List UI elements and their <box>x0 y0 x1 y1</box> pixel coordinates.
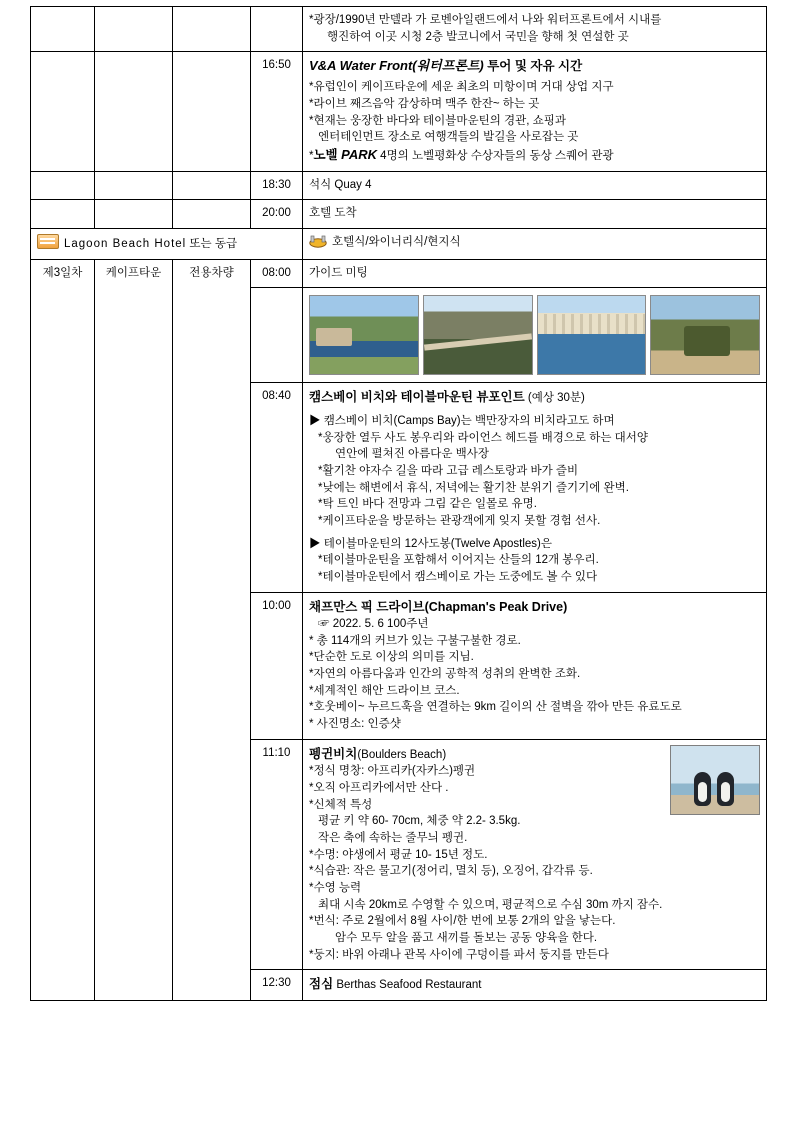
description-cell: 석식 Quay 4 <box>303 171 767 200</box>
transport-cell <box>173 171 251 200</box>
waterfront-en: V&A Water Front <box>309 58 413 74</box>
desc-line: *신체적 특성 <box>309 798 373 811</box>
desc-line: *세계적인 해안 드라이브 코스. <box>309 684 460 697</box>
nobel-rest: 4명의 노벨평화상 수상자들의 동상 스퀘어 관광 <box>376 149 614 162</box>
desc-line: *호웃베이~ 누르드훅을 연결하는 9km 길이의 산 절벽을 깎아 만든 유료도로 <box>309 701 682 714</box>
desc-line: *테이블마운틴에서 캠스베이로 가는 도중에도 볼 수 있다 <box>318 571 598 584</box>
time-cell: 10:00 <box>251 592 303 739</box>
time-cell: 08:40 <box>251 383 303 592</box>
day-cell <box>31 171 95 200</box>
desc-line: *탁 트인 바다 전망과 그림 같은 일몰로 유명. <box>318 498 537 511</box>
time-cell: 18:30 <box>251 171 303 200</box>
meals-cell <box>303 229 767 260</box>
city-cell: 케이프타운 <box>95 259 173 1000</box>
table-row <box>31 7 767 52</box>
desc-line: 작은 축에 속하는 줄무늬 펭귄. <box>318 831 468 844</box>
table-row <box>31 52 767 171</box>
hotel-cell <box>31 229 303 260</box>
bullet-head: ▶ 캠스베이 비치(Camps Bay)는 백만장자의 비치라고도 하며 <box>309 415 615 428</box>
time-cell <box>251 288 303 383</box>
penguin-right-shape <box>717 772 734 806</box>
desc-line: *라이브 째즈음악 감상하며 맥주 한잔~ 하는 곳 <box>309 97 540 110</box>
lunch-line <box>309 975 760 994</box>
time-cell <box>251 7 303 52</box>
hotel-row <box>31 229 767 260</box>
description-cell <box>303 52 767 171</box>
photo-strip <box>309 293 760 376</box>
desc-line: *단순한 도로 이상의 의미를 지님. <box>309 651 474 664</box>
time-cell: 11:10 <box>251 739 303 970</box>
activity-title <box>309 57 760 76</box>
african-penguins-photo <box>670 745 760 815</box>
desc-line: *둥지: 바위 아래나 관목 사이에 구덩이를 파서 둥지를 만든다 <box>309 948 609 961</box>
day-cell: 제3일차 <box>31 259 95 1000</box>
time-cell: 16:50 <box>251 52 303 171</box>
desc-line: *오직 아프리카에서만 산다 . <box>309 781 449 794</box>
city-cell <box>95 7 173 52</box>
transport-cell <box>173 7 251 52</box>
desc-line: 엔터테인먼트 장소로 여행객들의 발길을 사로잡는 곳 <box>318 131 579 144</box>
nobel-star: * <box>309 149 314 162</box>
chapmans-peak-road-photo <box>423 295 533 375</box>
camps-title-note: (예상 30분) <box>524 392 585 405</box>
description-cell <box>303 592 767 739</box>
nobel-ko: 노벨 <box>313 147 342 162</box>
meals-text: 호텔식/와이너리식/현지식 <box>332 236 461 249</box>
desc-line: 암수 모두 알을 품고 새끼를 돌보는 공동 양육을 한다. <box>335 932 598 945</box>
desc-line: *낮에는 해변에서 휴식, 저녁에는 활기찬 분위기 즐기기에 완벽. <box>318 481 629 494</box>
chapman-anniversary: ☞ 2022. 5. 6 100주년 <box>318 617 429 630</box>
description-cell: 가이드 미팅 <box>303 259 767 288</box>
table-row <box>31 259 767 288</box>
cape-point-signpost-photo <box>650 295 760 375</box>
desc-line: 행진하여 이곳 시청 2층 발코니에서 국민을 향해 첫 연설한 곳 <box>327 30 629 43</box>
waterfront-ko: (워터프론트) <box>412 58 484 74</box>
description-cell <box>303 739 767 970</box>
day-cell <box>31 200 95 229</box>
table-row <box>31 171 767 200</box>
city-cell <box>95 200 173 229</box>
nobel-park: PARK <box>341 146 377 162</box>
hotel-suffix: 또는 동급 <box>189 238 238 251</box>
description-cell <box>303 383 767 592</box>
desc-line: *자연의 아름다움과 인간의 공학적 성취의 완벽한 조화. <box>309 667 581 680</box>
bed-icon <box>37 234 59 249</box>
desc-line: *테이블마운틴을 포함해서 이어지는 산들의 12개 봉우리. <box>318 554 599 567</box>
waterfront-suffix: 투어 및 자유 시간 <box>483 59 583 74</box>
camps-title: 캠스베이 비치와 테이블마운틴 뷰포인트 <box>309 390 525 405</box>
desc-line: *현재는 웅장한 바다와 테이블마운틴의 경관, 쇼핑과 <box>309 114 566 127</box>
desc-line: * 총 114개의 커브가 있는 구불구불한 경로. <box>309 634 521 647</box>
lunch-restaurant: Berthas Seafood Restaurant <box>333 979 482 992</box>
desc-line: *활기찬 야자수 길을 따라 고급 레스토랑과 바가 즐비 <box>318 465 579 478</box>
penguin-title-ko: 펭귄비치 <box>309 746 358 761</box>
desc-line: 평균 키 약 60- 70cm, 체중 약 2.2- 3.5kg. <box>318 815 521 828</box>
desc-line: *광장/1990년 만델라 가 로벤아일랜드에서 나와 워터프론트에서 시내를 <box>309 14 662 26</box>
photo-strip-cell <box>303 288 767 383</box>
desc-line: *식습관: 작은 물고기(정어리, 멸치 등), 오징어, 갑각류 등. <box>309 865 593 878</box>
description-cell <box>303 7 767 52</box>
penguin-photo-wrap <box>670 745 760 815</box>
desc-line: *수명: 야생에서 평균 10- 15년 정도. <box>309 848 488 861</box>
table-row <box>31 200 767 229</box>
transport-cell <box>173 52 251 171</box>
desc-line: *정식 명창: 아프리카(자카스)펭귄 <box>309 765 476 778</box>
boulders-beach-penguins-photo <box>537 295 647 375</box>
city-cell <box>95 52 173 171</box>
description-cell: 호텔 도착 <box>303 200 767 229</box>
day-cell <box>31 52 95 171</box>
meal-icon <box>309 234 327 248</box>
time-cell: 20:00 <box>251 200 303 229</box>
desc-line: *번식: 주로 2월에서 8월 사이/한 번에 보통 2개의 알을 낳는다. <box>309 915 616 928</box>
lunch-label: 점심 <box>309 977 334 992</box>
time-cell: 08:00 <box>251 259 303 288</box>
transport-cell: 전용차량 <box>173 259 251 1000</box>
description-cell <box>303 970 767 1001</box>
time-cell: 12:30 <box>251 970 303 1001</box>
desc-line: *케이프타운을 방문하는 관광객에게 잊지 못할 경험 선사. <box>318 515 601 528</box>
itinerary-table <box>30 6 767 1001</box>
bullet-head: ▶ 테이블마운틴의 12사도봉(Twelve Apostles)은 <box>309 537 552 550</box>
day-cell <box>31 7 95 52</box>
transport-cell <box>173 200 251 229</box>
desc-line: *웅장한 열두 사도 봉우리와 라이언스 헤드를 배경으로 하는 대서양 <box>318 431 648 444</box>
penguin-title-en: (Boulders Beach) <box>357 748 447 761</box>
hotel-name: Lagoon Beach Hotel <box>64 238 187 251</box>
chapman-title: 채프만스 픽 드라이브(Chapman's Peak Drive) <box>309 599 568 614</box>
city-cell <box>95 171 173 200</box>
desc-line: *수영 능력 <box>309 882 362 894</box>
nobel-line <box>309 146 760 165</box>
desc-line: 연안에 펼쳐진 아름다운 백사장 <box>335 448 490 461</box>
desc-line: * 사진명소: 인증샷 <box>309 717 401 730</box>
activity-title <box>309 388 760 407</box>
camps-bay-coast-photo <box>309 295 419 375</box>
desc-line: *유럽인이 케이프타운에 세운 최초의 미항이며 거대 상업 지구 <box>309 81 614 94</box>
desc-line: 최대 시속 20km로 수영할 수 있으며, 평균적으로 수심 30m 까지 잠수. <box>318 898 663 911</box>
penguin-left-shape <box>694 772 711 806</box>
